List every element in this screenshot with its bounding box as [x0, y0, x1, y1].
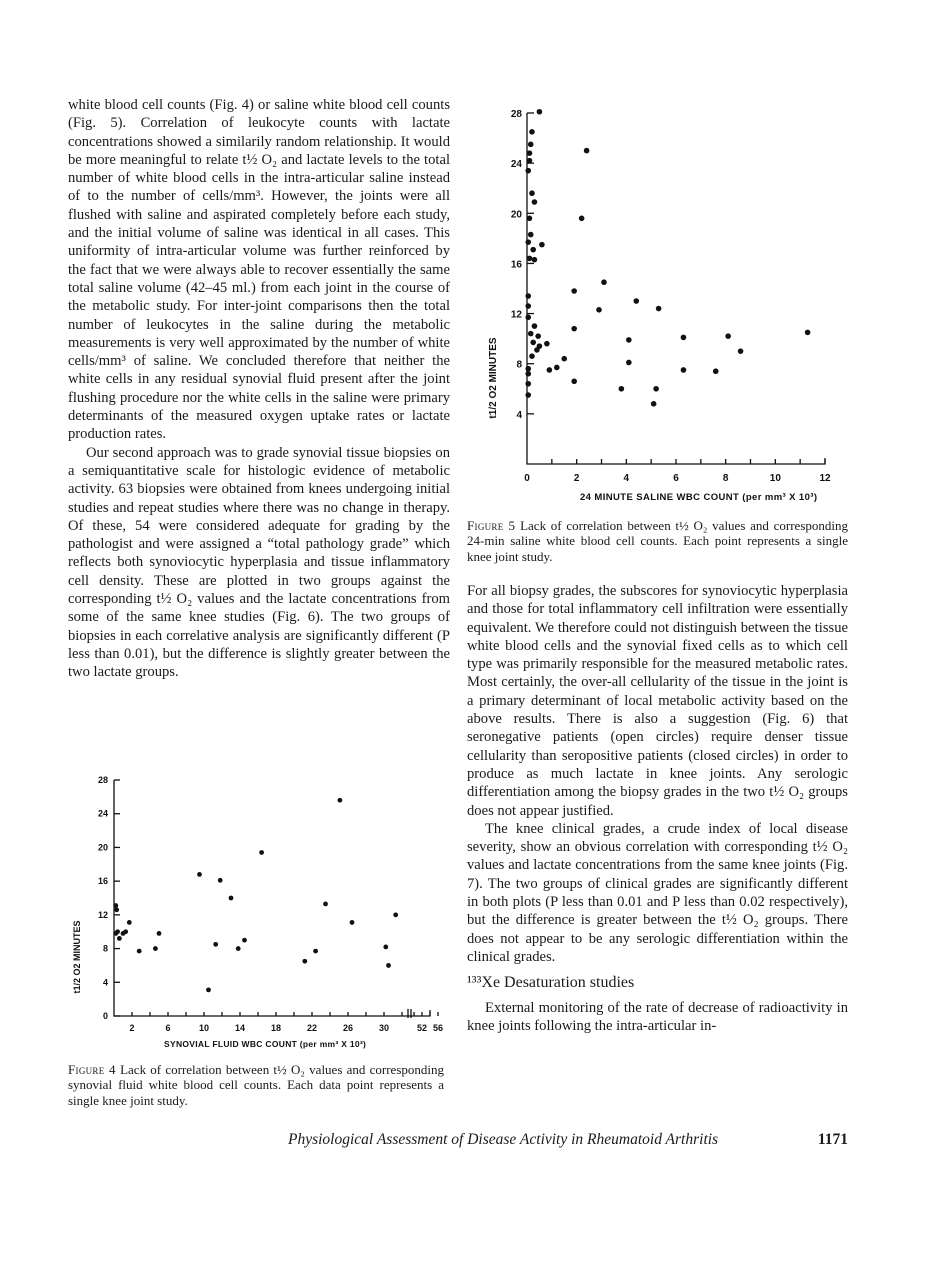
fig5-data-point [529, 129, 535, 135]
fig5-x-tick-label: 2 [573, 473, 580, 484]
fig4-y-tick-label: 24 [97, 808, 108, 819]
page-number: 1171 [817, 1131, 848, 1148]
fig5-y-tick-label: 24 [510, 159, 522, 171]
fig5-data-point [596, 307, 602, 313]
left-text-column [68, 96, 450, 682]
fig4-y-tick-label: 12 [97, 909, 108, 920]
fig5-y-tick-label: 16 [510, 259, 522, 271]
fig5-data-point [528, 142, 534, 148]
right-text-column [467, 582, 848, 1035]
fig5-data-point [619, 386, 625, 392]
fig5-data-point [725, 333, 731, 339]
figure-4-scatter-chart [68, 770, 448, 1054]
fig4-y-tick-label: 20 [97, 842, 108, 853]
fig5-y-tick-label: 8 [516, 359, 522, 371]
fig5-x-tick-label: 6 [673, 473, 679, 484]
fig5-data-point [571, 288, 577, 294]
fig5-data-point [527, 150, 533, 156]
figure-5-scatter-chart [470, 96, 850, 508]
fig5-data-point [528, 232, 534, 238]
fig5-data-point [525, 392, 531, 398]
fig4-data-point [153, 946, 158, 951]
fig4-x-tick-label: 30 [378, 1023, 390, 1033]
fig5-data-point [525, 366, 531, 372]
fig4-data-point [206, 987, 211, 992]
fig5-data-point [527, 256, 533, 262]
fig4-data-point [313, 949, 318, 954]
fig5-data-point [805, 330, 811, 336]
fig5-data-point [525, 293, 531, 299]
fig5-data-point [525, 381, 531, 387]
fig4-y-tick-label: 0 [102, 1011, 108, 1021]
fig5-y-axis-label: t1/2 O2 MINUTES [488, 337, 499, 419]
figure-4-caption [68, 1062, 444, 1108]
left-paragraph-1: white blood cell counts (Fig. 4) or saline white blood cell counts (Fig. 5). Correlation of leukocyte counts with lactate concentrations showed a similarily random relationship. It would be more meaningful to relate t½ O₂ and lactate levels to the total number of white blood cells in the intra-articular saline instead of to the number of cells/mm³. However, the joints were all flushed with saline and aspirated completely before each study, and the initial volume of saline was identical in all cases. This uniformity of intra-articular volume was further reinforced by the fact that we were always able to recover essentially the same total saline volume (42–45 ml.) from each joint in the course of the metabolic study. For inter-joint comparisons then the total number of leukocytes in the saline during the metabolic measurements is very well approximated by the number of white cells/mm³ of saline. We concluded therefore that neither the white cells in any residual synovial fluid present after the joint flushing procedure nor the white cells in the saline were primary determinants of the measured oxygen uptake rates or lactate production rates. [68, 97, 450, 443]
fig5-data-point [579, 216, 585, 222]
fig5-data-point [525, 239, 531, 245]
right-paragraph-3: External monitoring of the rate of decrease of radioactivity in knee joints following the intra-articular in- [467, 999, 848, 1034]
fig4-data-point [259, 850, 264, 855]
fig4-axes [114, 780, 430, 1016]
fig5-data-point [525, 315, 531, 321]
fig4-x-tick-label: 18 [270, 1023, 282, 1033]
fig5-axes [527, 113, 825, 464]
fig5-data-point [544, 341, 550, 347]
fig4-x-tick-label: 26 [342, 1023, 354, 1033]
fig4-data-point [229, 896, 234, 901]
fig5-data-point [534, 347, 540, 353]
right-paragraph-2: The knee clinical grades, a crude index of local disease severity, show an obvious correlation with corresponding t½ O₂ values and lactate concentrations from the same knee joints (Fig. 7). The two groups of clinical grades are significantly different in both plots (P less than 0.01 and P less than 0.02 respectively), but the difference is greater between the t½ O₂ groups. There does not appear to be any serologic differentiation within the clinical grades. [467, 820, 848, 965]
fig5-data-point [529, 353, 535, 359]
fig5-data-point [525, 168, 531, 174]
fig4-x-tick-label: 2 [129, 1023, 135, 1033]
fig5-data-point [547, 367, 553, 373]
fig5-x-axis-label: 24 MINUTE SALINE WBC COUNT (per mm³ X 10³) [580, 492, 818, 503]
fig5-data-point [532, 323, 538, 329]
fig5-data-point [601, 279, 607, 285]
fig4-caption-text: Lack of correlation between t½ O₂ values and corresponding synovial fluid white blood cell counts. Each data point represents a single knee joint study. [68, 1062, 444, 1108]
fig5-data-point [633, 298, 639, 304]
fig4-data-point [117, 936, 122, 941]
fig4-data-point [123, 929, 128, 934]
fig4-data-point [137, 949, 142, 954]
fig5-x-tick-label: 12 [819, 473, 831, 484]
fig4-data-point [218, 878, 223, 883]
fig5-x-tick-label: 10 [769, 473, 781, 484]
fig4-caption-label: Figure 4 [68, 1062, 116, 1077]
fig5-data-point [532, 257, 538, 263]
fig4-y-axis-label: t1/2 O2 MINUTES [72, 920, 82, 994]
fig4-data-point [236, 946, 241, 951]
fig5-data-point [681, 367, 687, 373]
fig5-data-point [713, 368, 719, 374]
fig5-x-tick-label: 8 [722, 473, 729, 484]
fig5-x-tick-label: 0 [524, 473, 530, 484]
fig5-data-point [554, 365, 560, 371]
fig5-data-point [530, 340, 536, 346]
fig4-data-point [114, 907, 119, 912]
fig4-data-point [115, 929, 120, 934]
fig5-data-point [537, 109, 543, 115]
fig4-data-point [213, 942, 218, 947]
fig5-x-tick-label: 4 [623, 473, 630, 484]
fig5-data-point [539, 242, 545, 248]
fig5-data-point [626, 337, 632, 343]
fig4-y-tick-label: 28 [97, 775, 108, 785]
running-title: Physiological Assessment of Disease Activity in Rheumatoid Arthritis [288, 1131, 719, 1148]
fig4-data-point [157, 931, 162, 936]
fig4-x-tick-label: 14 [234, 1023, 246, 1033]
fig5-data-point [535, 333, 541, 339]
fig4-y-tick-label: 4 [102, 977, 108, 988]
fig5-data-point [584, 148, 590, 154]
fig4-data-point [393, 912, 398, 917]
fig4-x-tick-label: 6 [165, 1023, 171, 1033]
fig4-data-point [338, 798, 343, 803]
fig5-data-point [525, 303, 531, 309]
fig4-x-tick-label: 10 [198, 1023, 210, 1033]
fig5-data-point [530, 247, 536, 253]
fig4-data-point [127, 920, 132, 925]
fig4-data-point [350, 920, 355, 925]
fig4-x-tick-label: 52 [416, 1023, 428, 1033]
fig4-data-point [113, 903, 118, 908]
fig5-data-point [626, 360, 632, 366]
fig5-data-point [571, 326, 577, 332]
fig5-y-tick-label: 20 [510, 209, 522, 221]
fig4-data-point [197, 872, 202, 877]
fig5-data-point [561, 356, 567, 362]
fig5-data-point [527, 158, 533, 164]
section-heading: ¹³³Xe Desaturation studies [467, 974, 635, 992]
fig5-caption-label: Figure 5 [467, 518, 516, 533]
fig5-data-point [528, 331, 534, 337]
fig5-y-tick-label: 4 [516, 409, 522, 421]
fig4-y-tick-label: 16 [97, 876, 108, 887]
fig4-x-axis-label: SYNOVIAL FLUID WBC COUNT (per mm³ X 10³) [164, 1039, 367, 1049]
fig4-data-point [323, 902, 328, 907]
fig5-data-point [532, 199, 538, 205]
fig5-data-point [571, 378, 577, 384]
fig5-data-point [738, 348, 744, 354]
fig5-data-point [525, 371, 531, 377]
fig4-data-point [386, 963, 391, 968]
fig5-caption-text: Lack of correlation between t½ O₂ values and corresponding 24-min saline white blood cell counts. Each point represents a single knee joint study. [467, 518, 848, 564]
fig5-data-point [527, 216, 533, 222]
left-paragraph-2: Our second approach was to grade synovial tissue biopsies on a semiquantitative scale for histologic evidence of metabolic activity. 63 biopsies were obtained from knees undergoing initial studies and repeat studies where there was no change in therapy. Of these, 54 were considered adequate for grading by the pathologist and were assigned a “total pathology grade” which reflects both synoviocytic hyperplasia and tissue inflammatory cell density. These are plotted in two groups against the corresponding t½ O₂ values and the lactate concentrations from some of the same knee studies (Fig. 6). The two groups of biopsies in each correlative analysis are significantly different (P less than 0.01), but the difference is slightly greater between the two lactate groups. [68, 444, 450, 681]
fig5-y-tick-label: 12 [510, 309, 522, 321]
right-paragraph-1: For all biopsy grades, the subscores for synoviocytic hyperplasia and those for total inflammatory cell infiltration were essentially equivalent. We therefore could not distinguish between the tissue white blood cells and the synovial fixed cells as to which cell type was primarily responsible for the measured metabolic rates. Most certainly, the over-all cellularity of the tissue in the joint is a primary determinant of local metabolic activity based on the above results. There is also a suggestion (Fig. 6) that seronegative patients (open circles) require denser tissue cellularity than seropositive patients (closed circles) in order to produce as much lactate in knee joints. Any serologic differentiation among the biopsy grades in the two t½ O₂ groups does not appear justified. [467, 583, 848, 819]
figure-5-caption [467, 518, 848, 564]
page-footer [288, 1131, 848, 1149]
fig5-data-point [653, 386, 659, 392]
fig4-y-tick-label: 8 [102, 943, 108, 954]
fig4-x-tick-label: 56 [432, 1023, 444, 1033]
fig5-data-point [656, 306, 662, 312]
fig5-data-point [681, 335, 687, 341]
fig4-x-tick-label: 22 [306, 1023, 318, 1033]
fig4-data-point [302, 959, 307, 964]
fig5-data-point [651, 401, 657, 407]
fig5-data-point [529, 190, 535, 196]
fig4-data-point [242, 938, 247, 943]
fig4-data-point [383, 944, 388, 949]
fig5-y-tick-label: 28 [510, 109, 522, 120]
